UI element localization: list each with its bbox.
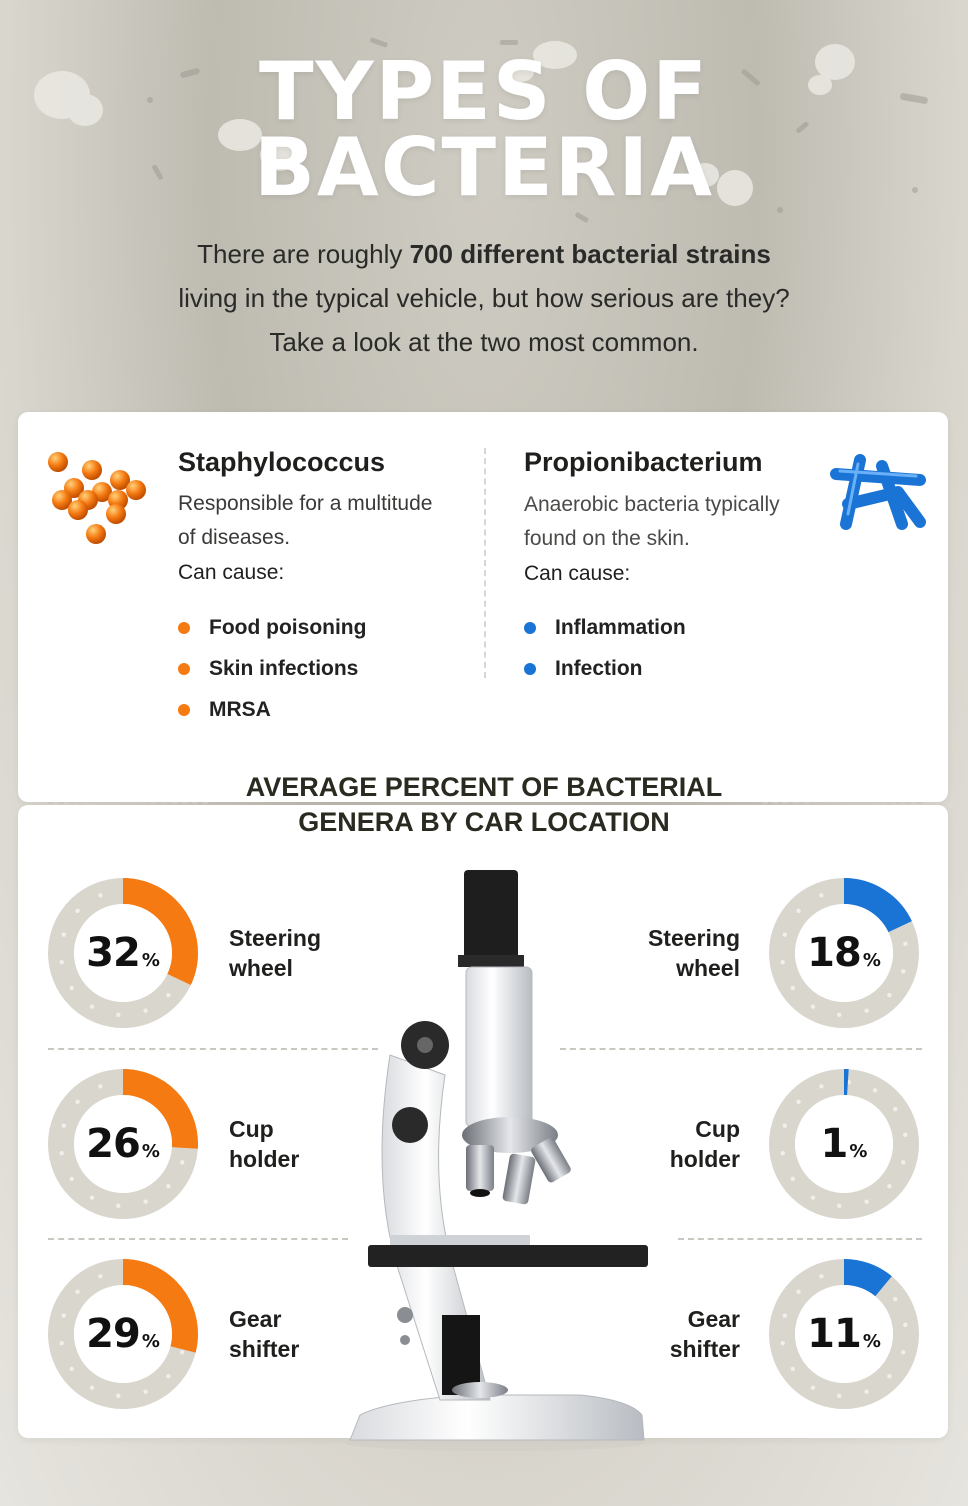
donut-value-label bbox=[48, 1259, 198, 1409]
value-unit: % bbox=[849, 1140, 868, 1162]
location-label-line: holder bbox=[669, 1146, 740, 1172]
staph-causes-list bbox=[178, 607, 366, 730]
donut-value-label bbox=[769, 1259, 919, 1409]
staph-cause-label: Can cause: bbox=[178, 561, 285, 584]
location-label bbox=[560, 923, 740, 983]
location-label-line: wheel bbox=[676, 955, 740, 981]
intro-line3: Take a look at the two most common. bbox=[269, 327, 699, 357]
orange-dot-icon bbox=[178, 622, 190, 634]
location-label bbox=[229, 1304, 299, 1364]
staph-description bbox=[178, 487, 432, 555]
intro-text bbox=[100, 232, 868, 364]
bacteria-types-card bbox=[18, 412, 948, 802]
cocci-cluster-icon bbox=[44, 448, 154, 548]
blue-dot-icon bbox=[524, 663, 536, 675]
value-unit: % bbox=[862, 1330, 881, 1352]
staph-title: Staphylococcus bbox=[178, 447, 386, 477]
list-item bbox=[178, 607, 366, 648]
value-unit: % bbox=[141, 949, 160, 971]
location-label-line: Steering bbox=[229, 925, 322, 951]
chart-title-line2: GENERA BY CAR LOCATION bbox=[298, 807, 670, 837]
location-label bbox=[560, 1304, 740, 1364]
donut-staphylococcus-0 bbox=[48, 878, 198, 1028]
rod-bacteria-icon bbox=[828, 452, 928, 538]
donut-propionibacterium-0 bbox=[769, 878, 919, 1028]
propioni-causes-list bbox=[524, 607, 686, 689]
value-number: 18 bbox=[807, 930, 861, 976]
value-number: 11 bbox=[807, 1311, 861, 1357]
value-number: 29 bbox=[86, 1311, 140, 1357]
location-label bbox=[229, 1114, 299, 1174]
location-label-line: Cup bbox=[229, 1116, 274, 1142]
orange-dot-icon bbox=[178, 704, 190, 716]
row-divider bbox=[48, 1238, 348, 1240]
intro-line2: living in the typical vehicle, but how serious are they? bbox=[178, 283, 790, 313]
list-item bbox=[524, 607, 686, 648]
staph-desc-line2: of diseases. bbox=[178, 526, 291, 549]
row-divider bbox=[48, 1048, 378, 1050]
list-item bbox=[524, 648, 686, 689]
value-number: 26 bbox=[86, 1121, 140, 1167]
location-label bbox=[560, 1114, 740, 1174]
intro-part1: There are roughly bbox=[197, 239, 410, 269]
propioni-cause-label: Can cause: bbox=[524, 562, 631, 585]
location-label-line: Gear bbox=[687, 1306, 740, 1332]
donut-value-label bbox=[769, 878, 919, 1028]
location-label-line: Cup bbox=[695, 1116, 740, 1142]
chart-title bbox=[0, 770, 968, 840]
donut-value-label bbox=[48, 878, 198, 1028]
location-label-line: shifter bbox=[229, 1336, 300, 1362]
chart-title-line1: AVERAGE PERCENT OF BACTERIAL bbox=[245, 772, 723, 802]
donut-staphylococcus-1 bbox=[48, 1069, 198, 1219]
propioni-desc-line1: Anaerobic bacteria typically bbox=[524, 493, 780, 516]
propioni-description bbox=[524, 488, 780, 556]
cause-label: Infection bbox=[555, 657, 643, 680]
location-label-line: Steering bbox=[647, 925, 740, 951]
value-number: 32 bbox=[86, 930, 140, 976]
location-label-line: wheel bbox=[229, 955, 293, 981]
location-label-line: Gear bbox=[229, 1306, 282, 1332]
page-title-line1: TYPES OF bbox=[259, 45, 709, 138]
propioni-title: Propionibacterium bbox=[524, 447, 763, 477]
cause-label: Inflammation bbox=[555, 616, 686, 639]
donut-value-label bbox=[48, 1069, 198, 1219]
donut-propionibacterium-1 bbox=[769, 1069, 919, 1219]
location-label bbox=[229, 923, 321, 983]
row-divider bbox=[678, 1238, 922, 1240]
cause-label: MRSA bbox=[209, 698, 271, 721]
donut-value-label bbox=[769, 1069, 919, 1219]
hero-banner bbox=[0, 0, 968, 410]
orange-dot-icon bbox=[178, 663, 190, 675]
location-label-line: holder bbox=[229, 1146, 300, 1172]
cause-label: Skin infections bbox=[209, 657, 359, 680]
propioni-desc-line2: found on the skin. bbox=[524, 527, 690, 550]
value-unit: % bbox=[141, 1140, 160, 1162]
list-item bbox=[178, 689, 366, 730]
value-number: 1 bbox=[820, 1121, 848, 1167]
column-divider bbox=[484, 448, 486, 678]
list-item bbox=[178, 648, 366, 689]
intro-bold: 700 different bacterial strains bbox=[409, 239, 771, 269]
location-label-line: shifter bbox=[669, 1336, 740, 1362]
donut-propionibacterium-2 bbox=[769, 1259, 919, 1409]
value-unit: % bbox=[141, 1330, 160, 1352]
value-unit: % bbox=[862, 949, 881, 971]
cause-label: Food poisoning bbox=[209, 616, 367, 639]
staph-desc-line1: Responsible for a multitude bbox=[178, 492, 433, 515]
page-title-line2: BACTERIA bbox=[253, 121, 715, 214]
blue-dot-icon bbox=[524, 622, 536, 634]
donut-staphylococcus-2 bbox=[48, 1259, 198, 1409]
